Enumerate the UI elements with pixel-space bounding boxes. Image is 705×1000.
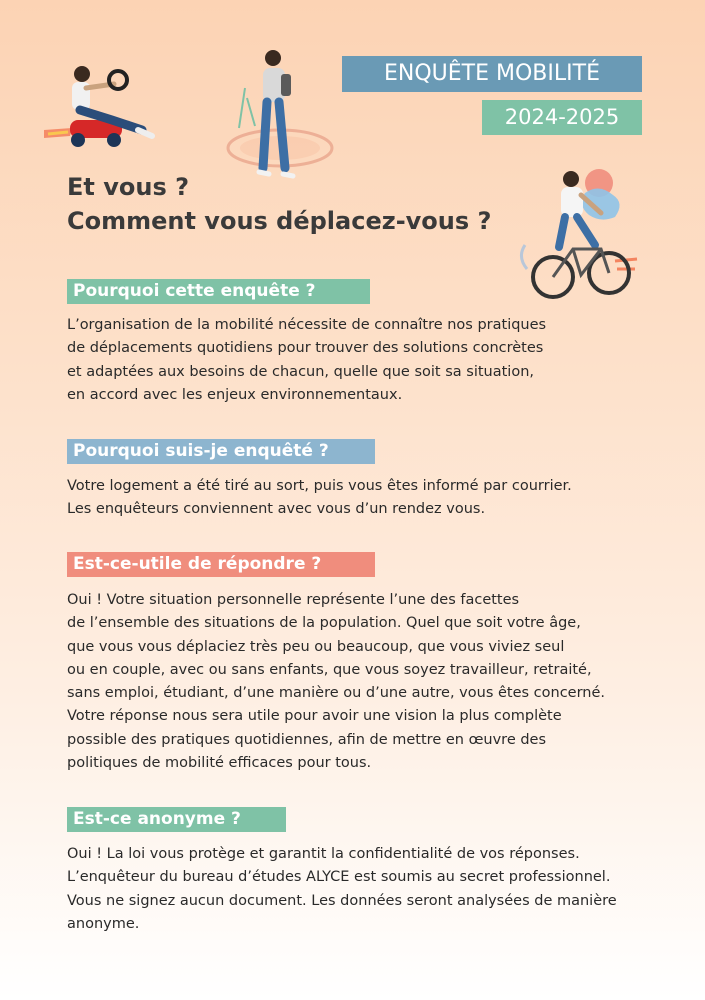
section-text-why-survey — [67, 314, 667, 407]
text-line: Oui ! Votre situation personnelle représente l’une des facettes — [67, 592, 520, 608]
text-line: de déplacements quotidiens pour trouver des solutions concrètes — [67, 340, 544, 357]
text-line: L’enquêteur du bureau d’études ALYCE est soumis au secret professionnel. — [67, 869, 611, 886]
headline-line-1: Et vous ? — [67, 173, 190, 201]
text-line: politiques de mobilité efficaces pour tous. — [67, 755, 372, 772]
text-line: et adaptées aux besoins de chacun, quelle que soit sa situation, — [67, 363, 534, 380]
section-heading-why-survey: Pourquoi cette enquête ? — [67, 279, 370, 304]
text-line: Les enquêteurs conviennent avec vous d’un rendez vous. — [67, 501, 486, 518]
section-text-why-me — [67, 475, 667, 522]
section-text-is-it-useful — [67, 589, 667, 775]
section-heading-is-it-anonymous: Est-ce anonyme ? — [67, 807, 286, 832]
text-line: possible des pratiques quotidiennes, afin de mettre en œuvre des — [67, 731, 547, 748]
text-line: de l’ensemble des situations de la population. Quel que soit votre âge, — [67, 615, 581, 632]
text-line: en accord avec les enjeux environnementaux. — [67, 386, 403, 403]
section-heading-is-it-useful: Est-ce-utile de répondre ? — [67, 552, 375, 577]
page-headline — [67, 170, 491, 238]
text-line: Votre réponse nous sera utile pour avoir une vision la plus complète — [67, 708, 562, 725]
text-line: que vous vous déplaciez très peu ou beaucoup, que vous viviez seul — [67, 638, 565, 655]
survey-title: ENQUÊTE MOBILITÉ — [342, 56, 642, 92]
cyclist-icon — [515, 165, 645, 310]
text-line: Vous ne signez aucun document. Les données seront analysées de manière — [67, 892, 617, 909]
toy-car-rider-icon — [42, 58, 162, 153]
text-line: ou en couple, avec ou sans enfants, que vous soyez travailleur, retraité, — [67, 661, 592, 678]
text-line: sans emploi, étudiant, d’une manière ou d’une autre, vous êtes concerné. — [67, 685, 606, 702]
text-line: anonyme. — [67, 915, 140, 932]
section-heading-why-me: Pourquoi suis-je enquêté ? — [67, 439, 375, 464]
text-line: Votre logement a été tiré au sort, puis vous êtes informé par courrier. — [67, 478, 572, 494]
section-text-is-it-anonymous — [67, 843, 667, 936]
survey-years: 2024-2025 — [482, 100, 642, 135]
text-line: L’organisation de la mobilité nécessite de connaître nos pratiques — [67, 317, 547, 333]
headline-line-2: Comment vous déplacez-vous ? — [67, 207, 492, 235]
text-line: Oui ! La loi vous protège et garantit la confidentialité de vos réponses. — [67, 846, 580, 862]
